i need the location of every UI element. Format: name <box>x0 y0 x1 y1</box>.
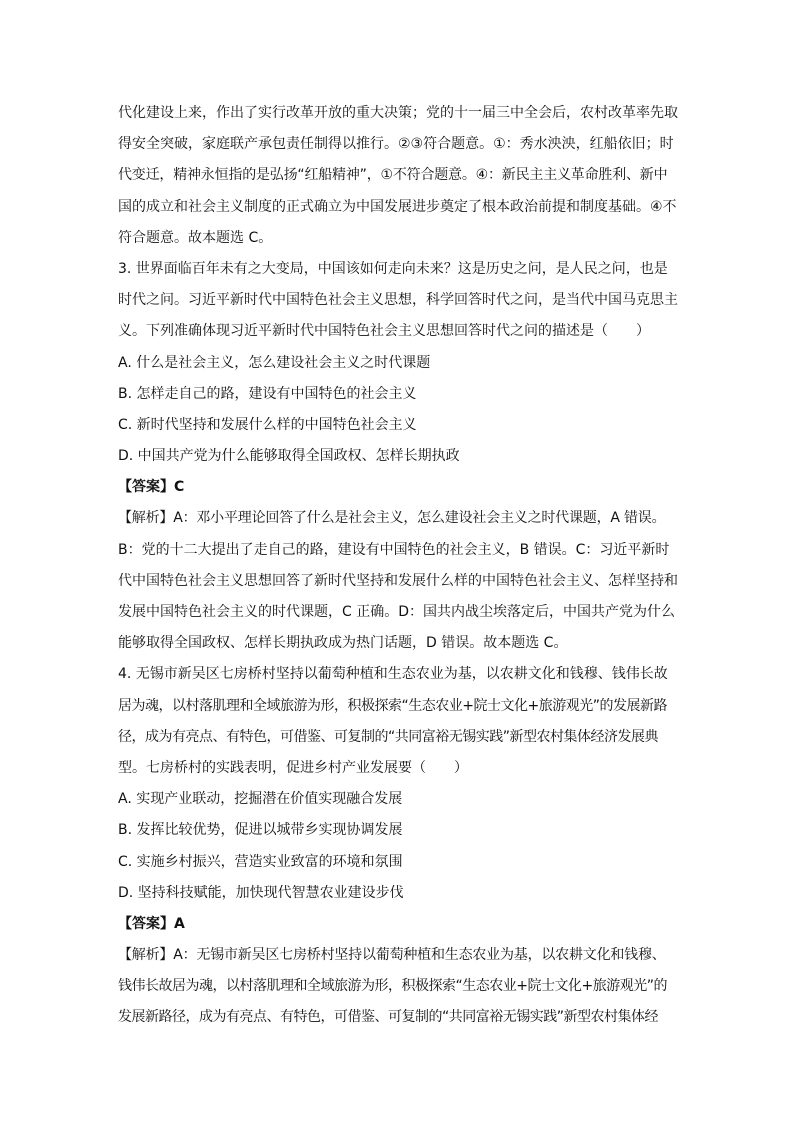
question-4-stem: 型。七房桥村的实践表明，促进乡村产业发展要（ ） <box>118 759 468 776</box>
text-line: 符合题意。故本题选 C。 <box>118 229 273 246</box>
question-3-stem: 3. 世界面临百年未有之大变局，中国该如何走向未来？这是历史之问，是人民之问，也是 <box>118 260 668 277</box>
answer-label: 【答案】C <box>118 479 185 496</box>
analysis-text: 发展中国特色社会主义的时代课题，C 正确。D：国共内战尘埃落定后，中国共产党为什么 <box>118 604 676 620</box>
option-b: B. 发挥比较优势，促进以城带乡实现协调发展 <box>118 822 403 839</box>
answer-label: 【答案】A <box>118 915 185 932</box>
option-c: C. 实施乡村振兴，营造实业致富的环境和氛围 <box>118 853 403 870</box>
question-3-stem: 义。下列准确体现习近平新时代中国特色社会主义思想回答时代之问的描述是（ ） <box>118 323 650 340</box>
text-line: 代变迁，精神永恒指的是弘扬“红船精神”，①不符合题意。④：新民主主义革命胜利、新中 <box>118 167 668 184</box>
option-d: D. 中国共产党为什么能够取得全国政权、怎样长期执政 <box>118 448 460 465</box>
analysis-text: 发展新路径，成为有亮点、有特色，可借鉴、可复制的“共同富裕无锡实践”新型农村集体经 <box>118 1009 659 1026</box>
document-body <box>118 98 678 1034</box>
question-4-stem: 居为魂，以村落肌理和全域旅游为形，积极探索“生态农业+院士文化+旅游观光”的发展新路 <box>118 697 667 714</box>
option-a: A. 什么是社会主义，怎么建设社会主义之时代课题 <box>118 354 431 371</box>
question-4-stem: 径，成为有亮点、有特色，可借鉴、可复制的“共同富裕无锡实践”新型农村集体经济发展典 <box>118 728 659 745</box>
analysis-text: 代中国特色社会主义思想回答了新时代坚持和发展什么样的中国特色社会主义、怎样坚持和 <box>118 572 678 589</box>
analysis-text: 【解析】A：邓小平理论回答了什么是社会主义，怎么建设社会主义之时代课题，A 错误。 <box>118 510 666 527</box>
analysis-text: 能够取得全国政权、怎样长期执政成为热门话题，D 错误。故本题选 C。 <box>118 635 568 652</box>
option-b: B. 怎样走自己的路，建设有中国特色的社会主义 <box>118 385 417 402</box>
text-line: 代化建设上来，作出了实行改革开放的重大决策；党的十一届三中全会后，农村改革率先取 <box>118 105 678 121</box>
analysis-text: 钱伟长故居为魂，以村落肌理和全域旅游为形，积极探索“生态农业+院士文化+旅游观光”的 <box>118 978 667 995</box>
text-line: 得安全突破，家庭联产承包责任制得以推行。②③符合题意。①：秀水泱泱，红船依旧；时 <box>118 136 674 153</box>
text-line: 国的成立和社会主义制度的正式确立为中国发展进步奠定了根本政治前提和制度基础。④不 <box>118 198 677 215</box>
option-a: A. 实现产业联动，挖掘潜在价值实现融合发展 <box>118 791 403 808</box>
option-d: D. 坚持科技赋能，加快现代智慧农业建设步伐 <box>118 884 404 901</box>
analysis-text: B：党的十二大提出了走自己的路，建设有中国特色的社会主义，B 错误。C：习近平新时 <box>118 541 670 558</box>
analysis-text: 【解析】A：无锡市新吴区七房桥村坚持以葡萄种植和生态农业为基，以农耕文化和钱穆、 <box>118 947 666 964</box>
option-c: C. 新时代坚持和发展什么样的中国特色社会主义 <box>118 416 417 433</box>
question-4-stem: 4. 无锡市新吴区七房桥村坚持以葡萄种植和生态农业为基，以农耕文化和钱穆、钱伟长故 <box>118 666 668 683</box>
question-3-stem: 时代之问。习近平新时代中国特色社会主义思想，科学回答时代之问，是当代中国马克思主 <box>118 292 678 309</box>
